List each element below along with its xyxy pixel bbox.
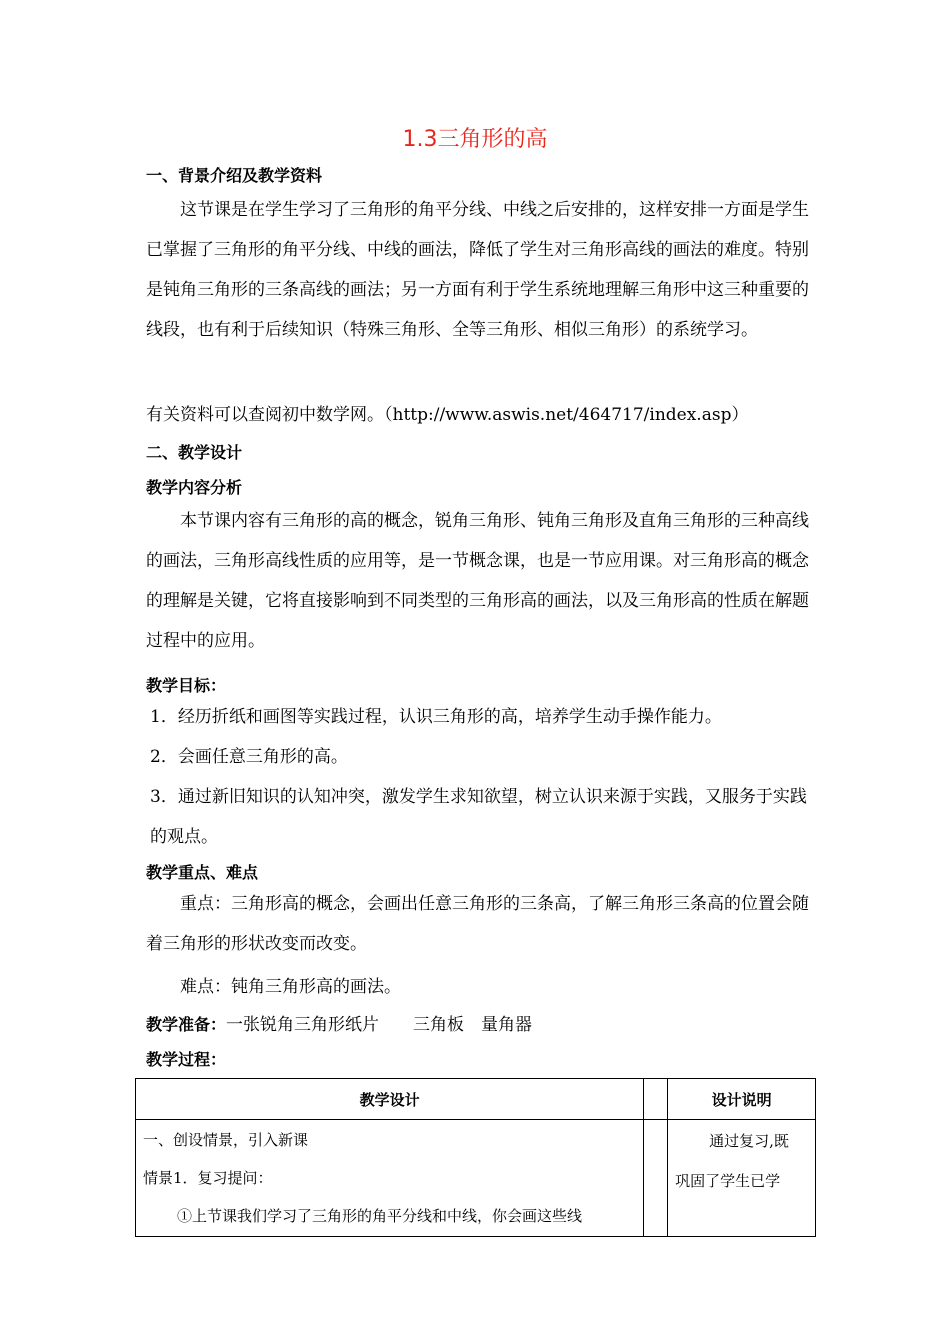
prep-label: 教学准备： — [146, 1015, 227, 1034]
reference-line: 有关资料可以查阅初中数学网。（http://www.aswis.net/464717/index.asp） — [146, 405, 749, 425]
section2-heading: 二、教学设计 — [146, 443, 243, 462]
goal-item: 1．经历折纸和画图等实践过程，认识三角形的高，培养学生动手操作能力。 — [150, 707, 722, 727]
difficult-point: 难点：钝角三角形高的画法。 — [180, 977, 401, 997]
background-paragraph: 这节课是在学生学习了三角形的角平分线、中线之后安排的，这样安排一方面是学生已掌握了三角形的角平分线、中线的画法，降低了学生对三角形高线的画法的难度。特别是钝角三角形的三条高线的画法；另一方面有利于学生系统地理解三角形中这三种重要的线段，也有利于后续知识（特殊三角形、全等三角形、相似三角形）的系统学习。 — [146, 200, 809, 340]
key-point-paragraph: 重点：三角形高的概念，会画出任意三角形的三条高，了解三角形三条高的位置会随着三角形的形状改变而改变。 — [146, 894, 809, 954]
goal-item: 2．会画任意三角形的高。 — [150, 747, 348, 767]
note-line: 通过复习,既 — [709, 1132, 789, 1150]
goal-item: 3．通过新旧知识的认知冲突，激发学生求知欲望，树立认识来源于实践，又服务于实践的观点。 — [150, 787, 807, 847]
goals-heading: 教学目标： — [146, 676, 227, 695]
spacer-cell — [644, 1120, 668, 1237]
process-heading: 教学过程： — [146, 1050, 227, 1069]
process-table — [135, 1078, 816, 1237]
design-cell — [136, 1120, 644, 1237]
goals-list — [150, 697, 814, 857]
content-analysis-heading: 教学内容分析 — [146, 478, 243, 497]
table-row — [136, 1120, 816, 1237]
header-design: 教学设计 — [136, 1079, 644, 1120]
content-analysis-paragraph: 本节课内容有三角形的高的概念，锐角三角形、钝角三角形及直角三角形的三种高线的画法，三角形高线性质的应用等，是一节概念课，也是一节应用课。对三角形高的概念的理解是关键，它将直接影响到不同类型的三角形高的画法，以及三角形高的性质在解题过程中的应用。 — [146, 511, 809, 651]
prep-items: 一张锐角三角形纸片 三角板 量角器 — [226, 1015, 533, 1035]
prep-line — [146, 1010, 532, 1035]
note-cell — [668, 1120, 816, 1237]
section1-heading: 一、背景介绍及教学资料 — [146, 166, 323, 185]
page-title: 1.3三角形的高 — [402, 127, 548, 152]
table-header-row — [136, 1079, 816, 1120]
design-line: 情景1．复习提问： — [143, 1169, 273, 1187]
key-difficult-heading: 教学重点、难点 — [146, 863, 259, 882]
note-line: 巩固了学生已学 — [675, 1172, 781, 1190]
design-line: 一、创设情景，引入新课 — [143, 1131, 309, 1149]
design-line: ①上节课我们学习了三角形的角平分线和中线，你会画这些线 — [177, 1207, 583, 1225]
header-note: 设计说明 — [668, 1079, 816, 1120]
header-spacer — [644, 1079, 668, 1120]
